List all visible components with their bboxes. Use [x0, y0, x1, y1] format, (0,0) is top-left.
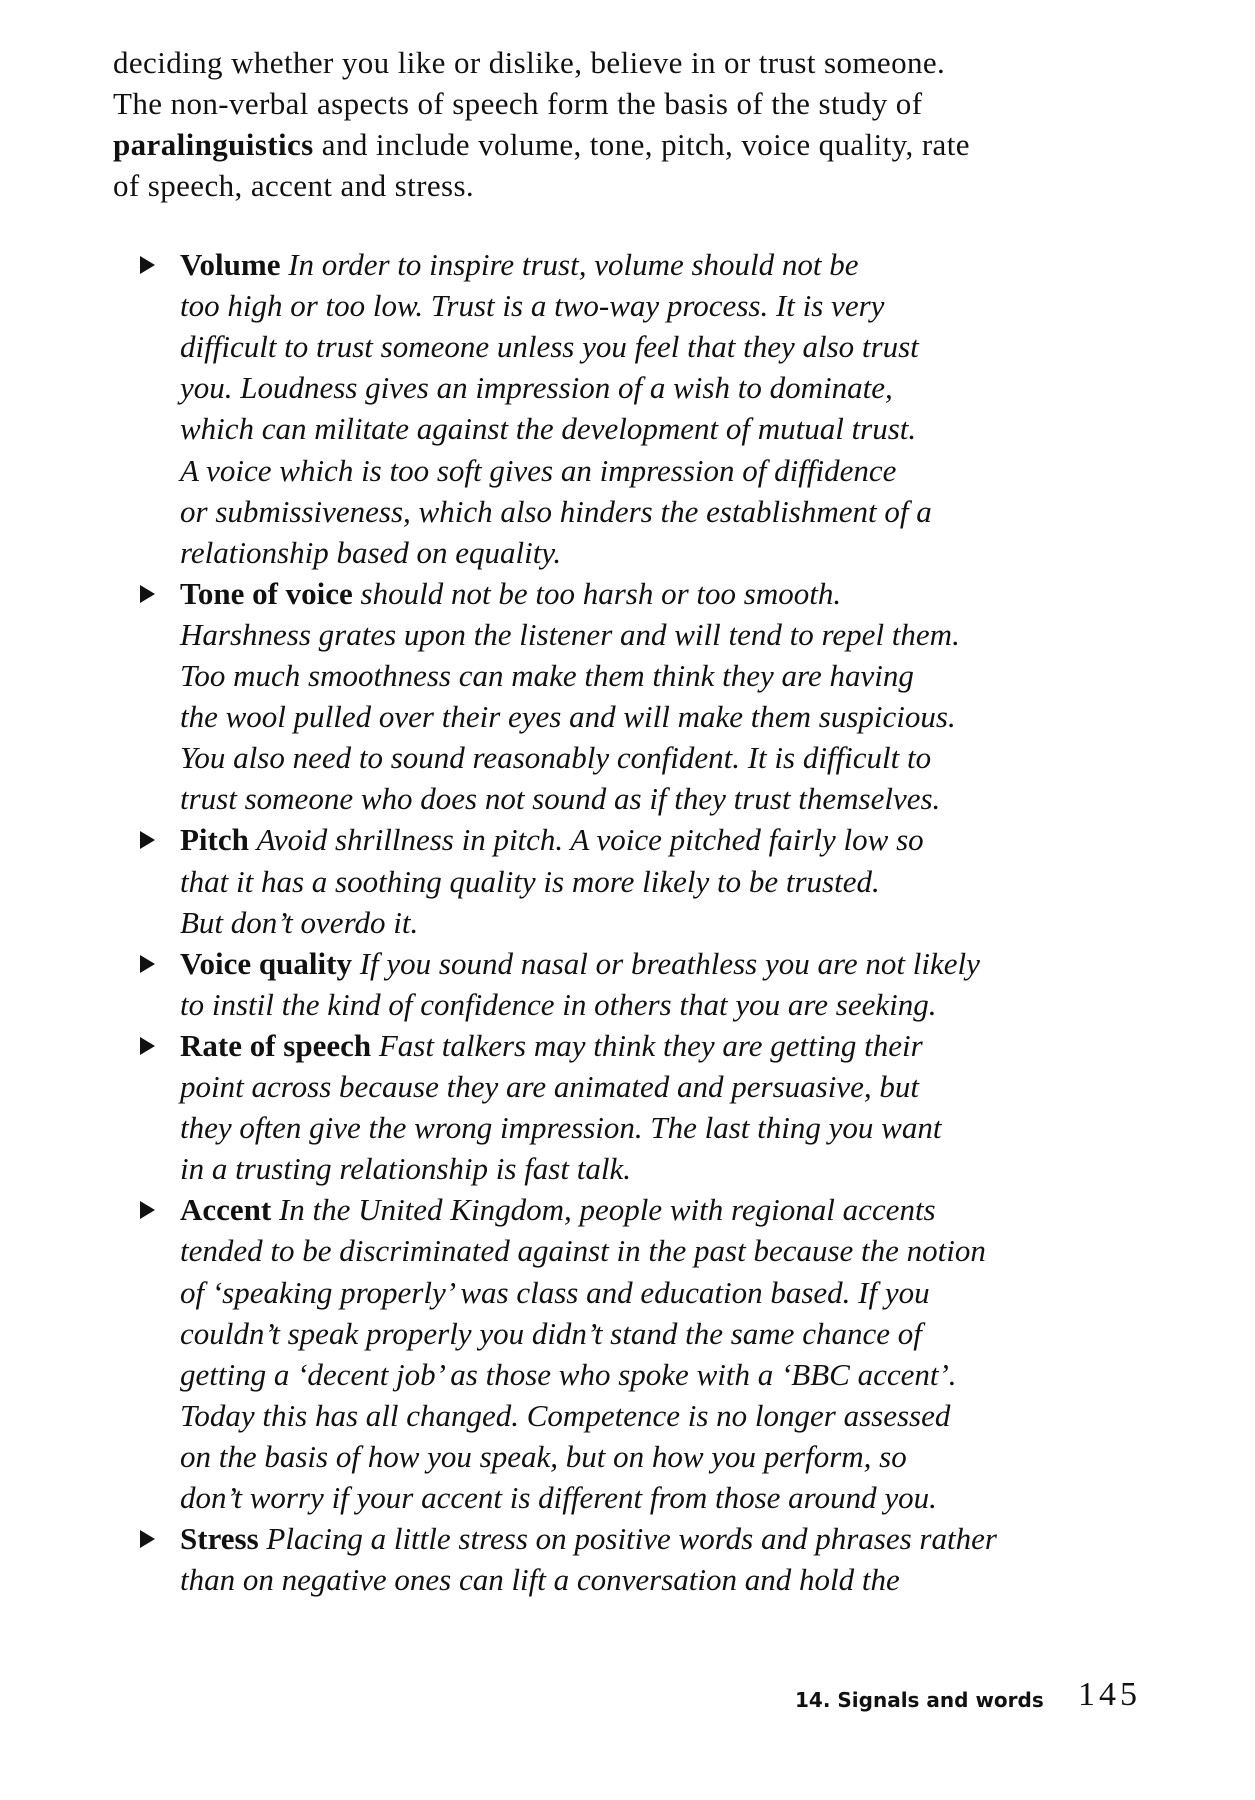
intro-line [113, 83, 922, 124]
bullet-line [180, 1066, 919, 1107]
bullet-text: A voice which is too soft gives an impression of diffidence [180, 452, 897, 488]
bullet-text: on the basis of how you speak, but on how you perform, so [180, 1438, 907, 1474]
bullet-text: than on negative ones can lift a conversation and hold the [180, 1562, 900, 1598]
bullet-line [180, 655, 914, 696]
bullet-line [180, 1272, 930, 1313]
bullet-text: You also need to sound reasonably confident. It is difficult to [180, 740, 932, 776]
bullet-text: in a trusting relationship is fast talk. [180, 1151, 631, 1187]
bullet-text: Too much smoothness can make them think they are having [180, 658, 914, 693]
right-triangle-bullet-icon [140, 831, 155, 849]
bullet-term: Pitch [180, 822, 257, 858]
bullet-text: difficult to trust someone unless you feel that they also trust [180, 329, 919, 365]
bullet-text: In the United Kingdom, people with regional accents [278, 1192, 936, 1228]
bullet-text: that it has a soothing quality is more likely to be trusted. [180, 863, 880, 899]
bullet-line [180, 1354, 957, 1395]
bullet-text: to instil the kind of confidence in others that you are seeking. [180, 986, 937, 1022]
bullet-text: getting a ‘decent job’ as those who spoke with a ‘BBC accent’. [180, 1356, 957, 1392]
bullet-text: If you sound nasal or breathless you are not likely [359, 945, 980, 981]
intro-line [113, 165, 474, 206]
right-triangle-bullet-icon [140, 955, 155, 973]
bullet-term: Stress [180, 1521, 267, 1557]
bullet-line [180, 408, 916, 449]
body-text: The non-verbal aspects of speech form the basis of the study of [113, 86, 923, 122]
bullet-term: Accent [180, 1192, 279, 1228]
body-text: deciding whether you like or dislike, believe in or trust someone. [113, 45, 946, 80]
bullet-text: But don’t overdo it. [180, 904, 419, 940]
bullet-term: Rate of speech [180, 1027, 379, 1063]
bullet-line [180, 984, 936, 1025]
bullet-line [180, 491, 932, 532]
bullet-line [180, 1477, 937, 1518]
bullet-line [180, 450, 896, 491]
bullet-line [180, 943, 980, 984]
bullet-text: of ‘speaking properly’ was class and education based. If you [180, 1274, 930, 1310]
bullet-line [180, 1230, 986, 1271]
bullet-text: trust someone who does not sound as if they trust themselves. [180, 781, 941, 817]
bullet-text: point across because they are animated and persuasive, but [180, 1069, 919, 1104]
body-text: and include volume, tone, pitch, voice quality, rate [313, 127, 970, 163]
bullet-line [180, 1189, 936, 1230]
body-text: of speech, accent and stress. [113, 168, 475, 204]
bullet-line [180, 1313, 922, 1354]
bullet-line [180, 614, 960, 655]
bullet-term: Tone of voice [180, 575, 361, 611]
bullet-term: Voice quality [180, 945, 360, 981]
key-term: paralinguistics [113, 127, 314, 163]
bullet-line [180, 367, 893, 408]
bullet-text: you. Loudness gives an impression of a wish to dominate, [180, 370, 893, 406]
bullet-text: they often give the wrong impression. The last thing you want [180, 1110, 942, 1146]
bullet-text: tended to be discriminated against in the past because the notion [180, 1233, 986, 1269]
bullet-line [180, 326, 919, 367]
bullet-text: Fast talkers may think they are getting their [378, 1027, 923, 1063]
bullet-line [180, 1107, 941, 1148]
bullet-text: Harshness grates upon the listener and will tend to repel them. [180, 616, 960, 652]
right-triangle-bullet-icon [140, 1201, 155, 1219]
bullet-line [180, 573, 841, 614]
bullet-text: Today this has all changed. Competence is no longer assessed [180, 1397, 951, 1433]
bullet-term: Volume [180, 247, 289, 282]
bullet-text: couldn’t speak properly you didn’t stand the same chance of [180, 1315, 922, 1351]
right-triangle-bullet-icon [140, 1037, 155, 1055]
bullet-text: relationship based on equality. [180, 534, 562, 570]
page-number: 145 [1078, 1676, 1141, 1713]
right-triangle-bullet-icon [140, 1530, 155, 1548]
bullet-line [180, 1148, 631, 1189]
bullet-line [180, 1518, 997, 1559]
bullet-line [180, 1559, 900, 1600]
bullet-text: Avoid shrillness in pitch. A voice pitched fairly low so [256, 822, 924, 858]
running-footer-chapter: 14. Signals and words [795, 1688, 1044, 1712]
bullet-line [180, 532, 561, 573]
bullet-line [180, 1436, 907, 1477]
bullet-line [180, 285, 884, 326]
bullet-text: Placing a little stress on positive words and phrases rather [266, 1521, 997, 1557]
bullet-text: which can militate against the development of mutual trust. [180, 411, 917, 447]
bullet-text: should not be too harsh or too smooth. [360, 575, 842, 611]
right-triangle-bullet-icon [140, 585, 155, 603]
bullet-text: or submissiveness, which also hinders the establishment of a [180, 493, 932, 529]
bullet-line [180, 861, 880, 902]
bullet-text: too high or too low. Trust is a two-way process. It is very [180, 288, 885, 324]
bullet-text: In order to inspire trust, volume should not be [288, 247, 859, 282]
bullet-text: the wool pulled over their eyes and will make them suspicious. [180, 699, 956, 735]
bullet-line [180, 1395, 950, 1436]
bullet-line [180, 244, 859, 285]
bullet-line [180, 696, 956, 737]
bullet-line [180, 902, 418, 943]
right-triangle-bullet-icon [140, 256, 155, 274]
intro-line [113, 42, 945, 83]
bullet-line [180, 1025, 923, 1066]
bullet-line [180, 819, 924, 860]
intro-line [113, 124, 970, 165]
bullet-text: don’t worry if your accent is different from those around you. [180, 1480, 937, 1515]
bullet-line [180, 778, 940, 819]
bullet-line [180, 737, 931, 778]
